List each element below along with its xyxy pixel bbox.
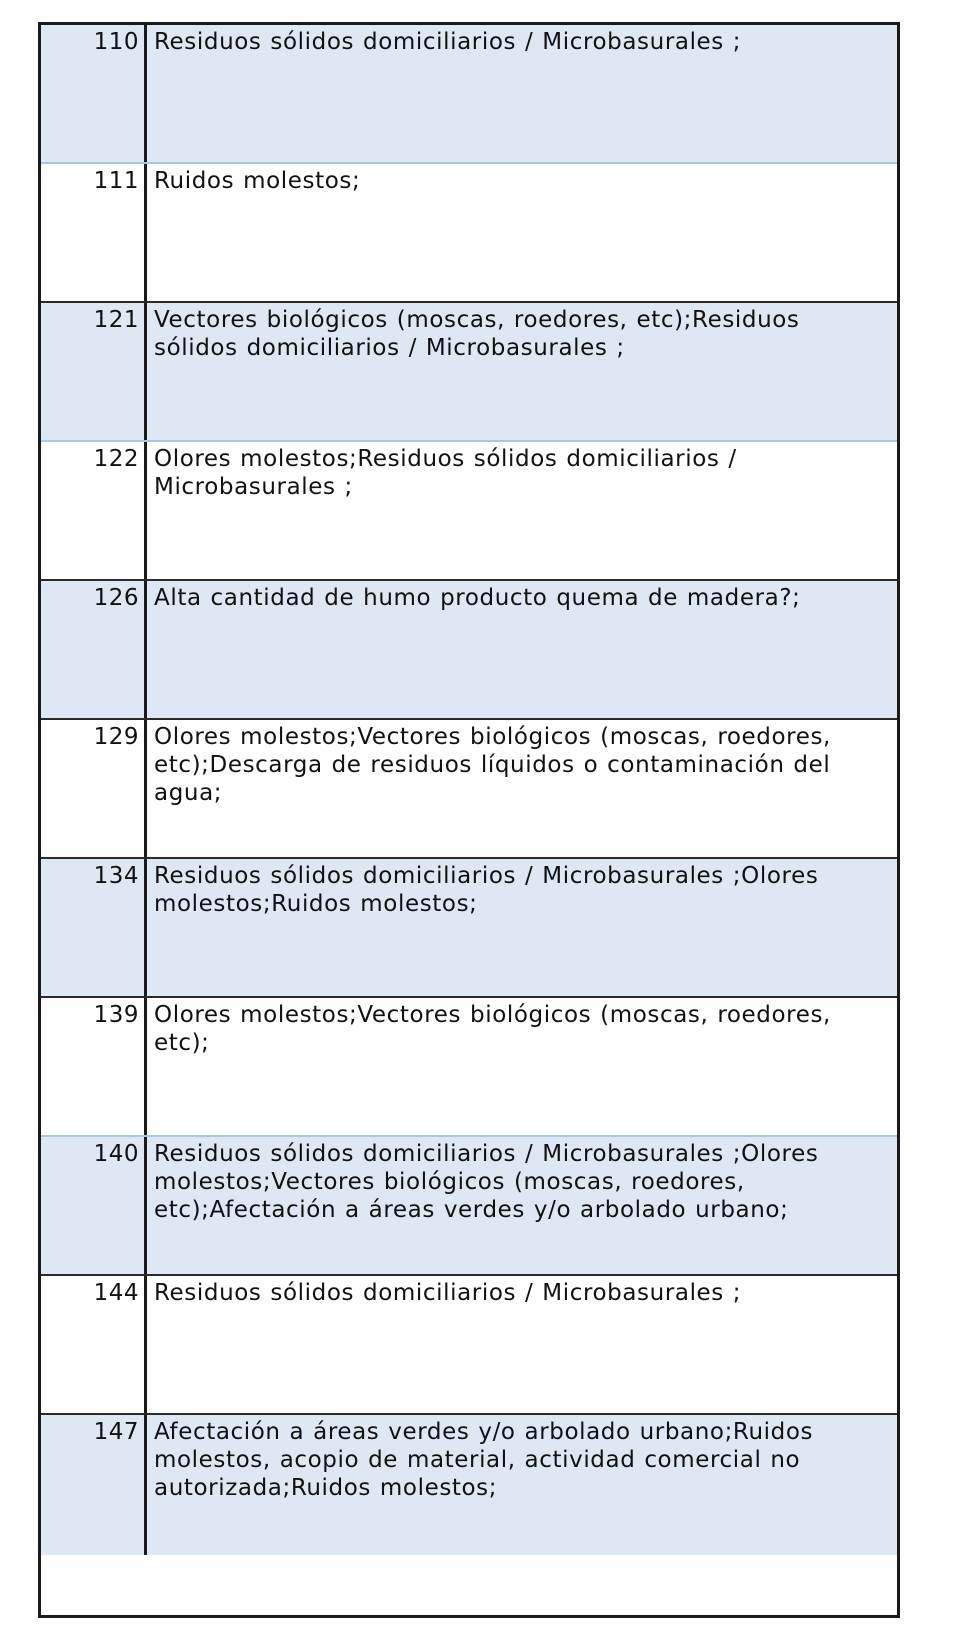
row-description: Olores molestos;Vectores biológicos (moscas, roedores, etc);Descarga de residuos líquidos o contaminación del agua; (154, 724, 831, 806)
row-description: Residuos sólidos domiciliarios / Microbasurales ;Olores molestos;Ruidos molestos; (154, 863, 819, 917)
row-description: Olores molestos;Residuos sólidos domiciliarios / Microbasurales ; (154, 446, 737, 500)
table-row (41, 1137, 897, 1276)
row-id: 140 (41, 1137, 147, 1274)
row-description: Residuos sólidos domiciliarios / Microbasurales ; (154, 29, 742, 55)
row-description: Alta cantidad de humo producto quema de madera?; (154, 585, 801, 611)
table-row (41, 303, 897, 442)
complaints-table (38, 22, 900, 1618)
table-row (41, 998, 897, 1137)
table-row (41, 720, 897, 859)
row-id: 129 (41, 720, 147, 857)
row-description: Olores molestos;Vectores biológicos (moscas, roedores, etc); (154, 1002, 831, 1056)
row-id: 134 (41, 859, 147, 996)
table-row (41, 581, 897, 720)
table-row (41, 442, 897, 581)
row-id: 126 (41, 581, 147, 718)
table-row (41, 1415, 897, 1555)
row-id: 147 (41, 1415, 147, 1555)
row-description: Afectación a áreas verdes y/o arbolado urbano;Ruidos molestos, acopio de material, actividad comercial no autorizada;Ruidos molestos; (154, 1419, 814, 1501)
row-id: 110 (41, 25, 147, 162)
row-id: 121 (41, 303, 147, 440)
row-description: Residuos sólidos domiciliarios / Microbasurales ;Olores molestos;Vectores biológicos (moscas, roedores, etc);Afectación a áreas verdes y/o arbolado urbano; (154, 1141, 819, 1223)
table-row (41, 1276, 897, 1415)
row-description: Ruidos molestos; (154, 168, 361, 194)
table-row (41, 164, 897, 303)
table-row (41, 859, 897, 998)
table-row (41, 25, 897, 164)
row-id: 139 (41, 998, 147, 1135)
row-description: Residuos sólidos domiciliarios / Microbasurales ; (154, 1280, 742, 1306)
row-id: 122 (41, 442, 147, 579)
row-description: Vectores biológicos (moscas, roedores, etc);Residuos sólidos domiciliarios / Microbasurales ; (154, 307, 800, 361)
row-id: 144 (41, 1276, 147, 1413)
row-id: 111 (41, 164, 147, 301)
